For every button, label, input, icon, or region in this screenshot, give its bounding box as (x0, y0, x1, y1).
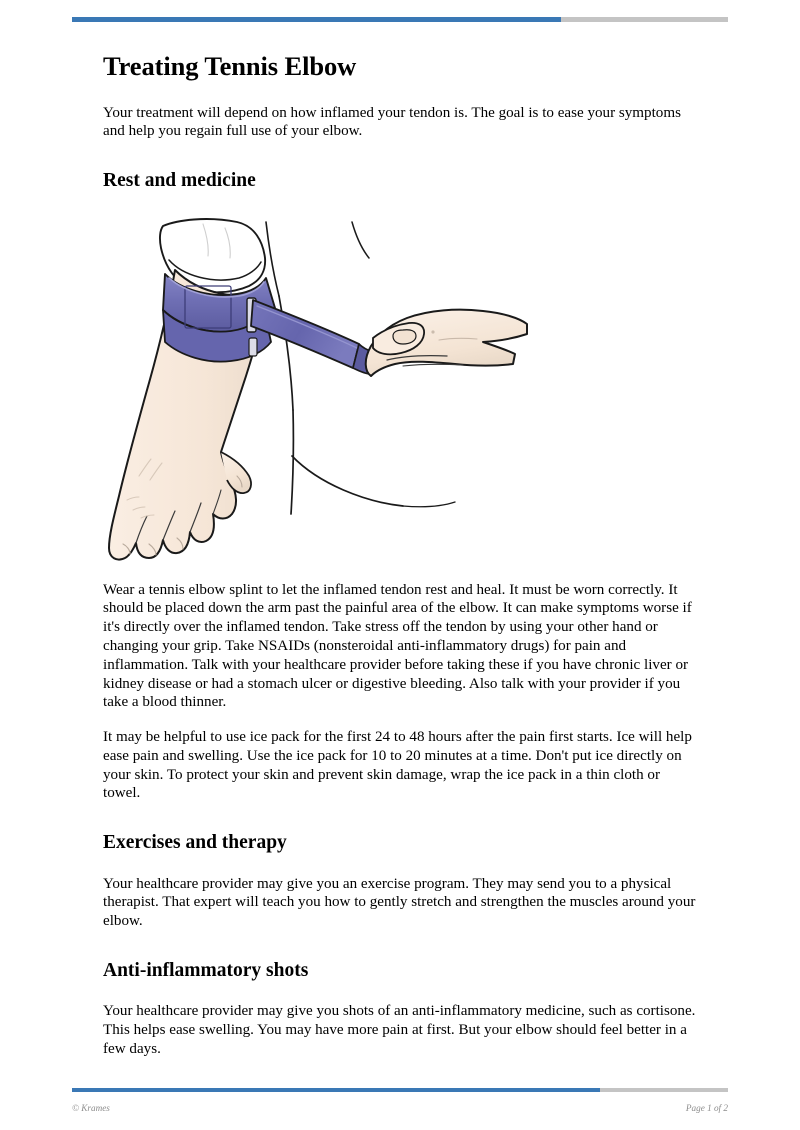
spacer (103, 193, 697, 214)
gripping-hand-group (366, 309, 527, 375)
header-rule-blue-segment (72, 17, 561, 22)
paragraph-ice-pack: It may be helpful to use ice pack for the first 24 to 48 hours after the pain first starts. Ice will help ease pain and swelling. Use the ice pack for 10 to 20 minutes at a time. Don't put ice directly on your skin. To protect your skin and prevent skin damage, wrap the ice pack in a thin cloth or towel. (103, 729, 692, 802)
section-heading-exercises-and-therapy: Exercises and therapy (103, 832, 287, 854)
intro-paragraph: Your treatment will depend on how inflamed your tendon is. The goal is to ease your symptoms and help you regain full use of your elbow. (103, 104, 681, 140)
paragraph-exercise-program: Your healthcare provider may give you an exercise program. They may send you to a physical therapist. That expert will teach you how to gently stretch and strengthen the muscles around your elbow. (103, 875, 696, 930)
spacer (103, 931, 697, 959)
paragraph-splint-instructions: Wear a tennis elbow splint to let the inflamed tendon rest and heal. It must be worn correctly. It should be placed down the arm past the painful area of the elbow. It can make symptoms worse if it's directly over the inflamed tendon. Take stress off the tendon by using your other hand or changing your grip. Take NSAIDs (nonsteroidal anti-inflammatory drugs) for pain and inflammation. Talk with your healthcare provider before taking these if you have chronic liver or kidney disease or had a stomach ulcer or digestive bleeding. Also talk with your provider if you take a blood thinner. (103, 581, 692, 711)
tennis-elbow-splint-illustration (103, 214, 697, 564)
section-heading-anti-inflammatory-shots: Anti-inflammatory shots (103, 959, 309, 981)
header-rule (72, 17, 728, 22)
spacer (103, 803, 697, 831)
splint-illustration-svg (103, 214, 697, 564)
spacer (103, 564, 697, 581)
spacer (103, 855, 697, 875)
section-heading-rest-and-medicine: Rest and medicine (103, 170, 256, 192)
spacer (103, 712, 697, 728)
page-title: Treating Tennis Elbow (103, 51, 357, 81)
footer-copyright: © Krames (72, 1103, 110, 1113)
spacer (103, 141, 697, 169)
footer-rule (72, 1088, 728, 1092)
footer-rule-blue-segment (72, 1088, 600, 1092)
spacer (103, 982, 697, 1002)
footer-rule-gray-segment (600, 1088, 728, 1092)
header-rule-gray-segment (561, 17, 728, 22)
paragraph-cortisone-shots: Your healthcare provider may give you shots of an anti-inflammatory medicine, such as cortisone. This helps ease swelling. You may have more pain at first. But your elbow should feel better in a few days. (103, 1003, 696, 1057)
document-content (103, 52, 697, 1059)
footer-page-number: Page 1 of 2 (685, 1103, 728, 1113)
footer (72, 1103, 728, 1113)
